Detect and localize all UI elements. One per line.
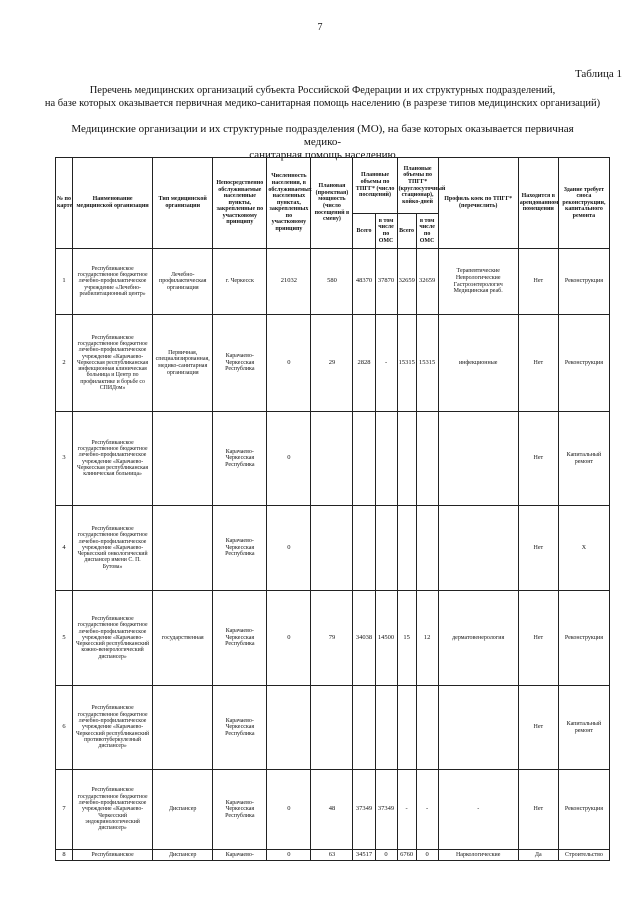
cell-in-total: 15 <box>397 591 416 686</box>
cell-name: Республиканское государственное бюджетное лечебно-профилактическое учреждение «Лечебно-реабилитационный центр» <box>73 249 153 315</box>
cell-out-total: 37349 <box>353 770 375 850</box>
cell-served: г. Черкесск <box>213 249 267 315</box>
cell-profile: Терапевтические Неврологические Гастроэнтерологич Медицинская реаб. <box>438 249 518 315</box>
header-rented: Находится в арендованном помещении <box>518 158 558 249</box>
cell-out-total <box>353 686 375 770</box>
cell-type: Диспансер <box>153 770 213 850</box>
cell-profile: Наркологические <box>438 850 518 861</box>
cell-capacity: 79 <box>311 591 353 686</box>
cell-profile: дерматовенерология <box>438 591 518 686</box>
cell-capacity: 48 <box>311 770 353 850</box>
cell-type: государственная <box>153 591 213 686</box>
subtitle-line-2: санитарная помощь населению <box>249 149 396 161</box>
cell-served: Карачаево-Черкесская Республика <box>213 686 267 770</box>
cell-out-oms <box>375 506 397 591</box>
cell-repair: Х <box>558 506 609 591</box>
cell-capacity: 580 <box>311 249 353 315</box>
cell-capacity <box>311 506 353 591</box>
cell-num: 4 <box>56 506 73 591</box>
cell-type: Диспансер <box>153 850 213 861</box>
cell-repair: Капитальный ремонт <box>558 412 609 506</box>
header-in-total: Всего <box>397 214 416 249</box>
cell-repair: Реконструкция <box>558 770 609 850</box>
cell-rented: Нет <box>518 591 558 686</box>
header-num: № по карте <box>56 158 73 249</box>
cell-population: 0 <box>267 770 311 850</box>
subtitle-line-1: Медицинские организации и их структурные подразделения (МО), на базе которых оказывается первичная медико- <box>71 123 574 148</box>
cell-out-oms: 14500 <box>375 591 397 686</box>
cell-served: Карачаево-Черкесская Республика <box>213 412 267 506</box>
table-row <box>56 591 610 686</box>
cell-out-total: 34038 <box>353 591 375 686</box>
header-out-total: Всего <box>353 214 375 249</box>
cell-name: Республиканское государственное бюджетное лечебно-профилактическое учреждение «Карачаево-Черкесская республиканская инфекционная клиническая больница и Центр по профилактике и борьбе со СПИДом» <box>73 315 153 412</box>
title-line-2: на базе которых оказывается первичная медико-санитарная помощь населению (в разрезе типов медицинских организаций) <box>44 98 601 109</box>
cell-in-total: - <box>397 770 416 850</box>
table-row <box>56 412 610 506</box>
cell-type: Лечебно-профилактическая организация <box>153 249 213 315</box>
cell-type <box>153 686 213 770</box>
cell-out-total: 2828 <box>353 315 375 412</box>
cell-name: Республиканское государственное бюджетное лечебно-профилактическое учреждение «Карачаево-Черкесский республиканский противотуберкулезный диспансер» <box>73 686 153 770</box>
cell-in-total: 6760 <box>397 850 416 861</box>
cell-population <box>267 686 311 770</box>
cell-capacity <box>311 686 353 770</box>
table-row <box>56 770 610 850</box>
header-in-oms: в том числе по ОМС <box>416 214 438 249</box>
header-profile: Профиль коек по ТПГГ* (перечислить) <box>438 158 518 249</box>
page-number: 7 <box>317 22 323 33</box>
cell-num: 6 <box>56 686 73 770</box>
cell-out-oms: 37870 <box>375 249 397 315</box>
header-capacity: Плановая (проектная) мощность (число посещений в смену) <box>311 158 353 249</box>
header-type: Тип медицинской организации <box>153 158 213 249</box>
cell-rented: Нет <box>518 249 558 315</box>
cell-in-total: 15315 <box>397 315 416 412</box>
cell-rented: Нет <box>518 506 558 591</box>
cell-num: 3 <box>56 412 73 506</box>
header-out-oms: в том числе по ОМС <box>375 214 397 249</box>
cell-num: 7 <box>56 770 73 850</box>
cell-name: Республиканское государственное бюджетное лечебно-профилактическое учреждение «Карачаево-Черкесский онкологический диспансер имени С. П. Бутова» <box>73 506 153 591</box>
cell-out-oms: 37349 <box>375 770 397 850</box>
cell-population: 21032 <box>267 249 311 315</box>
header-population: Численность населения, в обслуживаемых населенных пунктах, закрепленных по участковому принципу <box>267 158 311 249</box>
table-label: Таблица 1 <box>574 68 622 80</box>
cell-population: 0 <box>267 412 311 506</box>
cell-out-total: 34517 <box>353 850 375 861</box>
cell-out-oms <box>375 412 397 506</box>
cell-type: Первичная, специализированная, медико-санитарная организация <box>153 315 213 412</box>
cell-out-total <box>353 506 375 591</box>
cell-served: Карачаево- <box>213 850 267 861</box>
cell-out-total: 48370 <box>353 249 375 315</box>
cell-in-oms <box>416 686 438 770</box>
cell-in-total <box>397 506 416 591</box>
cell-in-oms <box>416 412 438 506</box>
cell-out-oms: 0 <box>375 850 397 861</box>
header-served: Непосредственно обслуживаемые населенные пункты, закрепленные по участковому принципу <box>213 158 267 249</box>
table-row <box>56 249 610 315</box>
cell-rented: Нет <box>518 686 558 770</box>
cell-out-oms: - <box>375 315 397 412</box>
cell-in-total <box>397 686 416 770</box>
header-inpatient: Плановые объемы по ТПГГ* (круглосуточный стационар), койко-дней <box>397 158 438 214</box>
cell-name: Республиканское государственное бюджетное лечебно-профилактическое учреждение «Карачаево-Черкесский эндокринологический диспансер» <box>73 770 153 850</box>
cell-capacity: 29 <box>311 315 353 412</box>
cell-repair: Капитальный ремонт <box>558 686 609 770</box>
cell-name: Республиканское государственное бюджетное лечебно-профилактическое учреждение «Карачаево-Черкесская республиканская клиническая больница» <box>73 412 153 506</box>
cell-name: Республиканское государственное бюджетное лечебно-профилактическое учреждение «Карачаево-Черкесский республиканский кожно-венерологический диспансер» <box>73 591 153 686</box>
cell-in-oms: 32659 <box>416 249 438 315</box>
cell-served: Карачаево-Черкесская Республика <box>213 591 267 686</box>
cell-profile <box>438 506 518 591</box>
cell-profile <box>438 412 518 506</box>
cell-type <box>153 506 213 591</box>
cell-population: 0 <box>267 850 311 861</box>
header-name: Наименование медицинской организации <box>73 158 153 249</box>
header-repair: Здание требует сноса реконструкции, капитального ремонта <box>558 158 609 249</box>
cell-capacity <box>311 412 353 506</box>
cell-in-oms: 15315 <box>416 315 438 412</box>
document-title <box>30 84 615 110</box>
cell-num: 2 <box>56 315 73 412</box>
cell-out-oms <box>375 686 397 770</box>
cell-num: 8 <box>56 850 73 861</box>
header-outpatient: Плановые объемы по ТПГГ* (число посещений) <box>353 158 397 214</box>
cell-rented: Нет <box>518 412 558 506</box>
cell-num: 5 <box>56 591 73 686</box>
table-row <box>56 686 610 770</box>
title-line-1: Перечень медицинских организаций субъекта Российской Федерации и их структурных подразделений, <box>89 85 556 96</box>
cell-out-total <box>353 412 375 506</box>
cell-type <box>153 412 213 506</box>
cell-served: Карачаево-Черкесская Республика <box>213 770 267 850</box>
cell-rented: Да <box>518 850 558 861</box>
cell-profile: - <box>438 770 518 850</box>
cell-rented: Нет <box>518 770 558 850</box>
cell-served: Карачаево-Черкесская Республика <box>213 506 267 591</box>
cell-num: 1 <box>56 249 73 315</box>
cell-served: Карачаево-Черкесская Республика <box>213 315 267 412</box>
cell-population: 0 <box>267 591 311 686</box>
cell-population: 0 <box>267 315 311 412</box>
cell-name: Республиканское <box>73 850 153 861</box>
cell-profile <box>438 686 518 770</box>
cell-rented: Нет <box>518 315 558 412</box>
cell-population: 0 <box>267 506 311 591</box>
cell-repair: Реконструкция <box>558 249 609 315</box>
cell-in-oms: 12 <box>416 591 438 686</box>
cell-repair: Реконструкция <box>558 591 609 686</box>
medical-organizations-table <box>55 157 610 861</box>
cell-capacity: 63 <box>311 850 353 861</box>
cell-repair: Строительство <box>558 850 609 861</box>
header-row <box>56 158 610 214</box>
table-row <box>56 315 610 412</box>
cell-in-total <box>397 412 416 506</box>
cell-in-total: 32659 <box>397 249 416 315</box>
table-row <box>56 506 610 591</box>
cell-in-oms <box>416 506 438 591</box>
cell-in-oms: 0 <box>416 850 438 861</box>
table-row <box>56 850 610 861</box>
cell-in-oms: - <box>416 770 438 850</box>
cell-repair: Реконструкция <box>558 315 609 412</box>
cell-profile: инфекционные <box>438 315 518 412</box>
